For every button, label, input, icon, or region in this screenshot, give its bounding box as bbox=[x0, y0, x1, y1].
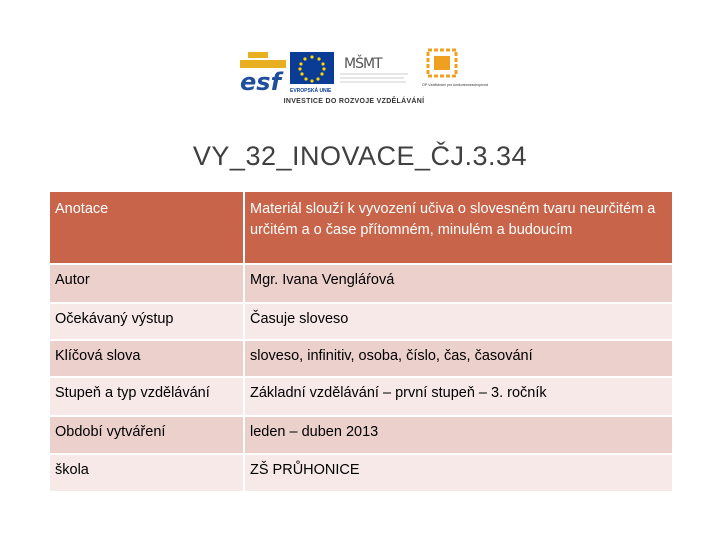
eu-caption: EVROPSKÁ UNIE bbox=[290, 88, 332, 94]
row-label: Autor bbox=[49, 264, 244, 303]
row-label: Očekávaný výstup bbox=[49, 303, 244, 340]
row-label: Období vytváření bbox=[49, 416, 244, 454]
row-label: Anotace bbox=[49, 191, 244, 264]
esf-logo-text: esf bbox=[240, 68, 282, 96]
table-row bbox=[49, 454, 673, 492]
eu-flag-icon bbox=[290, 52, 334, 94]
table-row bbox=[49, 191, 673, 264]
metadata-table bbox=[48, 190, 674, 493]
table-row bbox=[49, 416, 673, 454]
logo-banner-graphic bbox=[236, 46, 489, 98]
row-value: leden – duben 2013 bbox=[244, 416, 673, 454]
row-label: Stupeň a typ vzdělávání bbox=[49, 377, 244, 416]
row-value: Mgr. Ivana Vengláŕová bbox=[244, 264, 673, 303]
op-logo bbox=[422, 50, 488, 87]
msmt-logo-text: MŠMT bbox=[344, 56, 382, 72]
page-title: VY_32_INOVACE_ČJ.3.34 bbox=[192, 141, 528, 171]
table-row bbox=[49, 264, 673, 303]
row-value: Časuje sloveso bbox=[244, 303, 673, 340]
row-value: Základní vzdělávání – první stupeň – 3. ročník bbox=[244, 377, 673, 416]
table-row bbox=[49, 340, 673, 377]
row-label: Klíčová slova bbox=[49, 340, 244, 377]
op-caption: OP Vzdělávání pro konkurenceschopnost bbox=[422, 83, 489, 87]
table-row bbox=[49, 303, 673, 340]
row-value: Materiál slouží k vyvození učiva o slovesném tvaru neurčitém a určitém a o čase přítomném, minulém a budoucím bbox=[244, 191, 673, 264]
logo-banner bbox=[236, 46, 489, 112]
logo-slogan: INVESTICE DO ROZVOJE VZDĚLÁVÁNÍ bbox=[283, 98, 425, 105]
esf-logo bbox=[240, 52, 286, 96]
msmt-logo bbox=[340, 54, 408, 82]
row-label: škola bbox=[49, 454, 244, 492]
row-value: ZŠ PRŮHONICE bbox=[244, 454, 673, 492]
row-value: sloveso, infinitiv, osoba, číslo, čas, časování bbox=[244, 340, 673, 377]
table-row bbox=[49, 377, 673, 416]
